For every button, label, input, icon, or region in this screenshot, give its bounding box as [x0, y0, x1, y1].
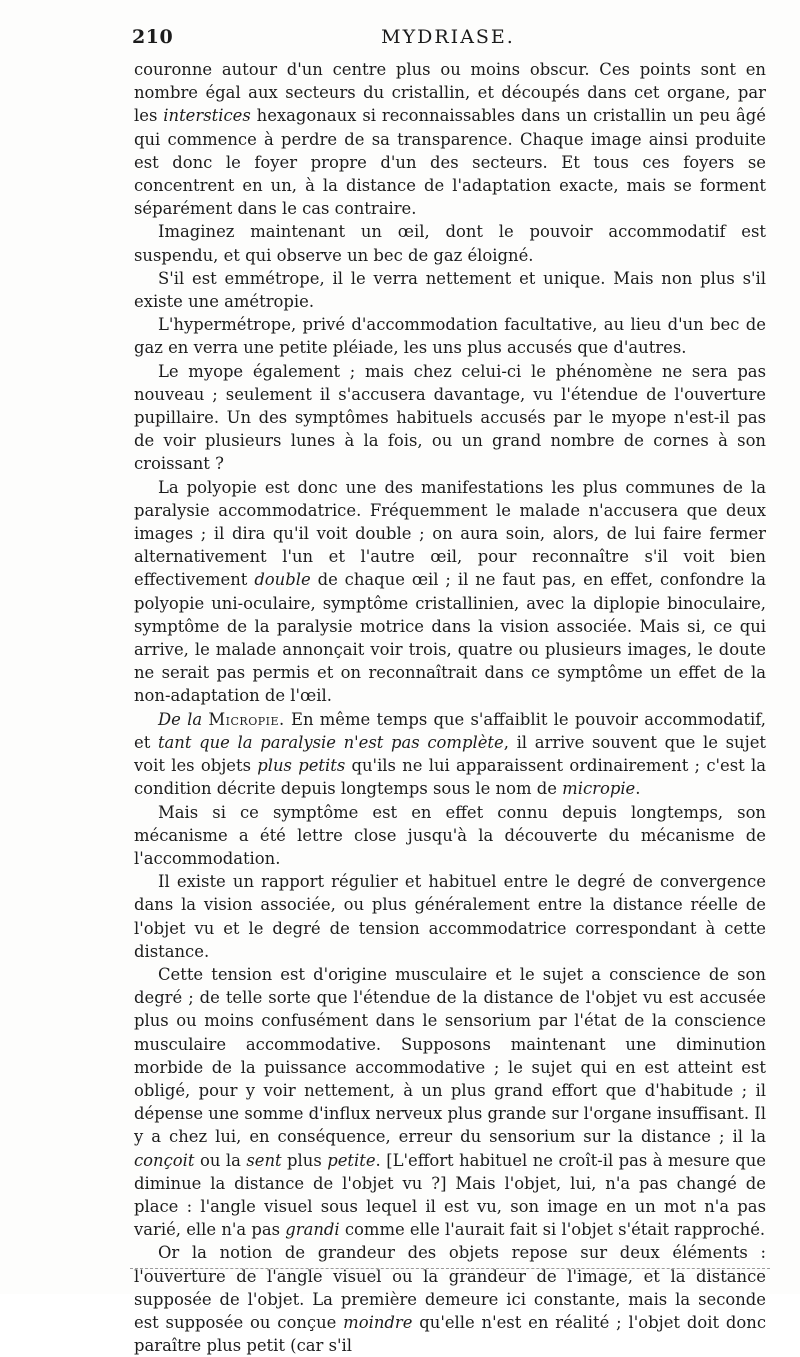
italic-text: interstices — [163, 106, 251, 126]
text-run: Or la notion de grandeur des objets repose sur deux éléments : l'ouverture de l'angle visuel ou la grandeur de l'image, et la distance supposée de l'objet. La première demeure ici constante, mais la seconde est supposée ou conçue — [134, 1243, 766, 1332]
text-run: La polyopie est donc une des manifestations les plus communes de la paralysie accommodatrice. Fréquemment le malade n'accusera que deux images ; il dira qu'il voit double ; on aura soin, alors, de lui faire fermer alternativement l'un et l'autre œil, pour reconnaître s'il voit bien effectivement — [134, 477, 766, 590]
text-run: qu'elle n'est en réalité ; l'objet doit donc paraître plus petit (car s'il — [134, 1312, 766, 1356]
text-run: Mais si ce symptôme est en effet connu depuis longtemps, son mécanisme a été lettre close jusqu'à la découverte du mécanisme de l'accommodation. — [134, 802, 766, 868]
text-run: de chaque œil ; il ne faut pas, en effet, confondre la polyopie uni-oculaire, symptôme cristallinien, avec la diplopie binoculaire, symptôme de la paralysie motrice dans la vision associée. Mais si, ce qui arrive, le malade annonçait voir trois, quatre ou plusieurs images, le doute ne serait pas permis et on reconnaîtrait dans ce symptôme un effet de la non-adaptation de l'œil. — [134, 570, 767, 706]
text-run: , il arrive souvent que le sujet voit les objets — [134, 732, 766, 776]
text-run: Il existe un rapport régulier et habituel entre le degré de convergence dans la vision associée, ou plus généralement entre la distance réelle de l'objet vu et le degré de tension accommodatrice correspondant à cette distance. — [134, 872, 766, 961]
paragraph — [134, 870, 766, 963]
running-head — [132, 26, 764, 50]
italic-text: conçoit — [134, 1150, 195, 1170]
footer-rule — [130, 1268, 770, 1269]
body-text — [134, 58, 766, 1357]
section-heading: Micropie. — [208, 709, 285, 729]
text-run: S'il est emmétrope, il le verra nettement et unique. Mais non plus s'il existe une amétropie. — [134, 268, 766, 312]
italic-text: tant que la paralysie n'est pas complète — [157, 732, 504, 752]
text-run: qu'ils ne lui apparaissent ordinairement ; c'est la condition décrite depuis longtemps sous le nom de — [134, 756, 766, 799]
italic-text: micropie — [562, 779, 636, 799]
text-run: plus — [281, 1150, 328, 1170]
paragraph — [134, 267, 766, 313]
paragraph — [134, 220, 766, 266]
paragraph — [134, 801, 766, 871]
text-run: ou la — [194, 1150, 247, 1170]
text-run: Imaginez maintenant un œil, dont le pouvoir accommodatif est suspendu, et qui observe un bec de gaz éloigné. — [134, 222, 766, 265]
text-run: Cette tension est d'origine musculaire et le sujet a conscience de son degré ; de telle sorte que l'étendue de la distance de l'objet vu est accusée plus ou moins confusément dans le sensorium par l'état de la conscience musculaire accommodative. Supposons maintenant une diminution morbide de la puissance accommodative ; le sujet qui en est atteint est obligé, pour y voir nettement, à un plus grand effort que d'habitude ; il dépense une somme d'influx nerveux plus grande sur l'organe insuffisant. Il y a chez lui, en conséquence, erreur du sensorium sur la distance ; il la — [134, 964, 766, 1147]
italic-text: De la — [158, 709, 209, 729]
paragraph — [134, 360, 766, 476]
text-run: hexagonaux si reconnaissables dans un cristallin un peu âgé qui commence à perdre de sa transparence. Chaque image ainsi produite est donc le foyer propre d'un des secteurs. Et tous ces foyers se concentrent en un, à la distance de l'adaptation exacte, mais se forment séparément dans le cas contraire. — [134, 106, 766, 219]
text-run: L'hypermétrope, privé d'accommodation facultative, au lieu d'un bec de gaz en verra une petite pléiade, les uns plus accusés que d'autres. — [134, 315, 766, 358]
text-run: En même temps que s'affaiblit le pouvoir accommodatif, et — [134, 709, 766, 752]
text-run: . — [635, 779, 641, 799]
italic-text: double — [254, 570, 311, 590]
paragraph — [134, 963, 766, 1241]
paragraph — [134, 58, 766, 220]
text-run: . [L'effort habituel ne croît-il pas à mesure que diminue la distance de l'objet vu ?] Mais l'objet, lui, n'a pas changé de place : l'angle visuel sous lequel il est vu, son image en un mot n'a pas varié, elle n'a pas — [134, 1150, 766, 1240]
italic-text: grandi — [285, 1220, 340, 1240]
italic-text: petite — [327, 1150, 376, 1170]
paragraph — [134, 313, 766, 359]
page-number: 210 — [132, 26, 174, 48]
italic-text: moindre — [343, 1312, 413, 1332]
italic-text: plus petits — [257, 756, 346, 776]
text-run: Le myope également ; mais chez celui-ci le phénomène ne sera pas nouveau ; seulement il s'accusera davantage, vu l'étendue de l'ouverture pupillaire. Un des symptômes habituels accusés par le myope n'est-il pas de voir plusieurs lunes à la fois, ou un grand nombre de cornes à son croissant ? — [134, 361, 766, 474]
running-title: MYDRIASE. — [381, 26, 515, 48]
text-run: comme elle l'aurait fait si l'objet s'était rapproché. — [339, 1220, 766, 1240]
text-run: couronne autour d'un centre plus ou moins obscur. Ces points sont en nombre égal aux secteurs du cristallin, et découpés dans cet organe, par les — [134, 60, 766, 126]
paragraph — [134, 476, 766, 708]
paragraph — [134, 1241, 766, 1357]
paragraph — [134, 708, 766, 801]
italic-text: sent — [246, 1150, 282, 1170]
